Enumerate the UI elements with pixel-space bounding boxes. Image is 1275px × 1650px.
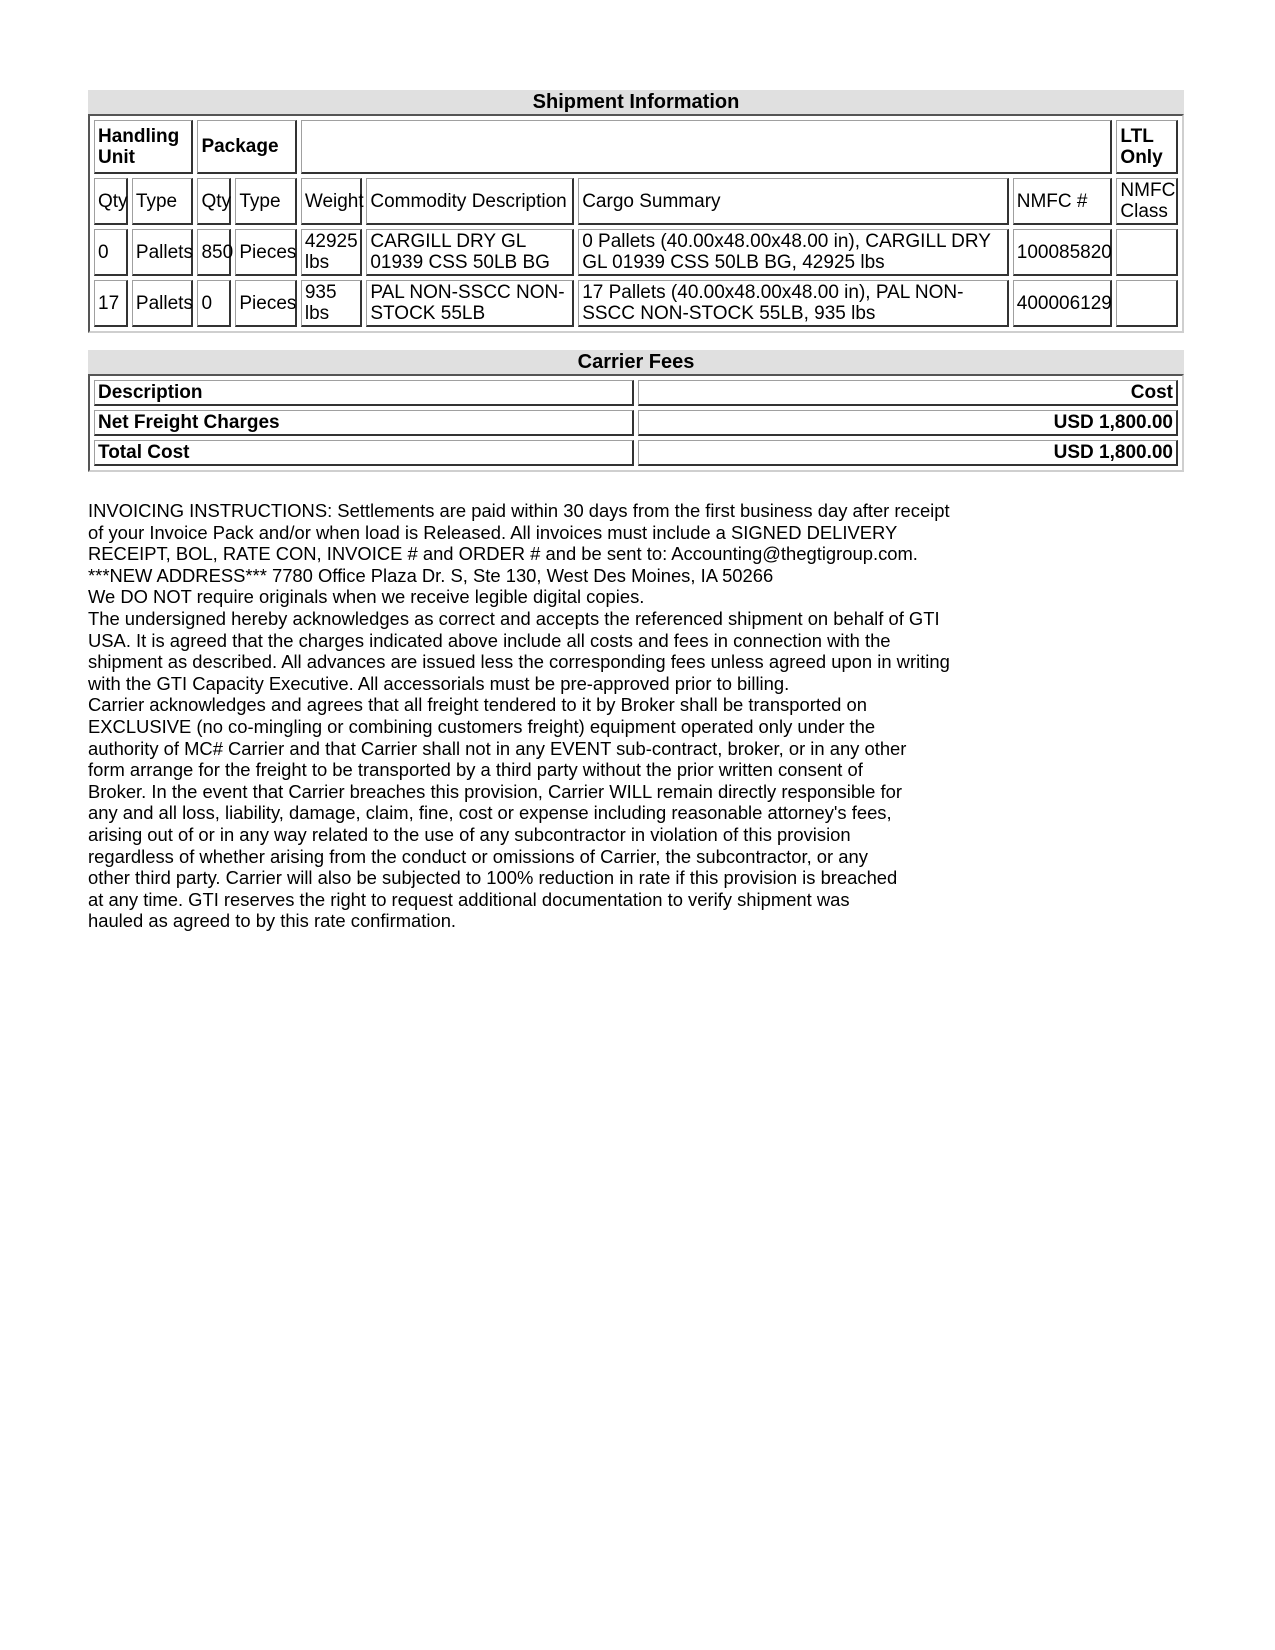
instruction-line: any and all loss, liability, damage, claim, fine, cost or expense including reasonable attorney's fees, [88,802,892,824]
table-row [94,280,1178,327]
group-header-spacer [301,120,1113,174]
cell-nmfc: 100085820 [1013,229,1113,276]
shipment-table [88,114,1184,333]
instruction-line: at any time. GTI reserves the right to request additional documentation to verify shipment was [88,888,850,910]
instruction-line: regardless of whether arising from the conduct or omissions of Carrier, the subcontractor, or any [88,845,868,867]
cell-cargo-summary: 17 Pallets (40.00x48.00x48.00 in), PAL NON-SSCC NON-STOCK 55LB, 935 lbs [578,280,1009,327]
handling-unit-header: Handling Unit [94,120,193,174]
instruction-line: authority of MC# Carrier and that Carrier shall not in any EVENT sub-contract, broker, or in any other [88,737,907,759]
instruction-line: INVOICING INSTRUCTIONS: Settlements are paid within 30 days from the first business day after receipt [88,500,950,521]
col-pkg-qty: Qty [197,178,231,225]
column-header-row [94,178,1178,225]
invoicing-instructions [88,500,988,932]
cell-commodity: CARGILL DRY GL 01939 CSS 50LB BG [366,229,574,276]
table-row [94,410,1178,436]
fee-cost: USD 1,800.00 [638,410,1178,436]
cell-pkg-qty: 0 [197,280,231,327]
instruction-line: Carrier acknowledges and agrees that all freight tendered to it by Broker shall be transported on [88,694,867,716]
instruction-line: form arrange for the freight to be transported by a third party without the prior written consent of [88,759,863,781]
instruction-line: The undersigned hereby acknowledges as correct and accepts the referenced shipment on behalf of GTI [88,607,940,629]
cell-weight: 935 lbs [301,280,363,327]
cell-weight: 42925 lbs [301,229,363,276]
instruction-line: RECEIPT, BOL, RATE CON, INVOICE # and ORDER # and be sent to: Accounting@thegtigroup.com. [88,543,918,565]
fees-header-row [94,380,1178,406]
cell-pkg-qty: 850 [197,229,231,276]
instruction-line: We DO NOT require originals when we receive legible digital copies. [88,586,645,608]
instruction-line: with the GTI Capacity Executive. All accessorials must be pre-approved prior to billing. [88,672,790,694]
cell-nmfc-class [1116,229,1178,276]
table-row [94,229,1178,276]
fee-description: Net Freight Charges [94,410,634,436]
instruction-line: shipment as described. All advances are issued less the corresponding fees unless agreed upon in writing [88,651,950,673]
carrier-fees-table [88,374,1184,472]
shipment-information-title: Shipment Information [88,90,1184,114]
col-hu-type: Type [132,178,194,225]
cell-pkg-type: Pieces [235,229,297,276]
carrier-fees-section [88,350,1184,472]
ltl-only-header: LTL Only [1116,120,1178,174]
group-header-row [94,120,1178,174]
cell-nmfc: 400006129 [1013,280,1113,327]
instruction-line: other third party. Carrier will also be subjected to 100% reduction in rate if this provision is breached [88,867,898,889]
instruction-line: of your Invoice Pack and/or when load is Released. All invoices must include a SIGNED DELIVERY [88,521,898,543]
instruction-line: hauled as agreed to by this rate confirmation. [88,910,457,932]
col-nmfc: NMFC # [1013,178,1113,225]
col-weight: Weight [301,178,363,225]
fee-cost: USD 1,800.00 [638,440,1178,466]
col-pkg-type: Type [235,178,297,225]
col-commodity: Commodity Description [366,178,574,225]
instruction-line: Broker. In the event that Carrier breaches this provision, Carrier WILL remain directly responsible for [88,780,902,802]
col-cargo-summary: Cargo Summary [578,178,1009,225]
cell-nmfc-class [1116,280,1178,327]
col-description: Description [94,380,634,406]
instruction-line: ***NEW ADDRESS*** 7780 Office Plaza Dr. S, Ste 130, West Des Moines, IA 50266 [88,564,774,586]
cell-hu-qty: 17 [94,280,128,327]
instruction-line: arising out of or in any way related to the use of any subcontractor in violation of this provision [88,823,851,845]
fee-description: Total Cost [94,440,634,466]
cell-commodity: PAL NON-SSCC NON-STOCK 55LB [366,280,574,327]
col-hu-qty: Qty [94,178,128,225]
cell-hu-qty: 0 [94,229,128,276]
carrier-fees-title: Carrier Fees [88,350,1184,374]
cell-hu-type: Pallets [132,280,194,327]
table-row [94,440,1178,466]
col-nmfc-class: NMFC Class [1116,178,1178,225]
cell-pkg-type: Pieces [235,280,297,327]
package-header: Package [197,120,296,174]
instruction-line: EXCLUSIVE (no co-mingling or combining customers freight) equipment operated only under the [88,715,876,737]
col-cost: Cost [638,380,1178,406]
cell-hu-type: Pallets [132,229,194,276]
instruction-line: USA. It is agreed that the charges indicated above include all costs and fees in connection with the [88,629,891,651]
cell-cargo-summary: 0 Pallets (40.00x48.00x48.00 in), CARGILL DRY GL 01939 CSS 50LB BG, 42925 lbs [578,229,1009,276]
shipment-information-section [88,90,1184,333]
